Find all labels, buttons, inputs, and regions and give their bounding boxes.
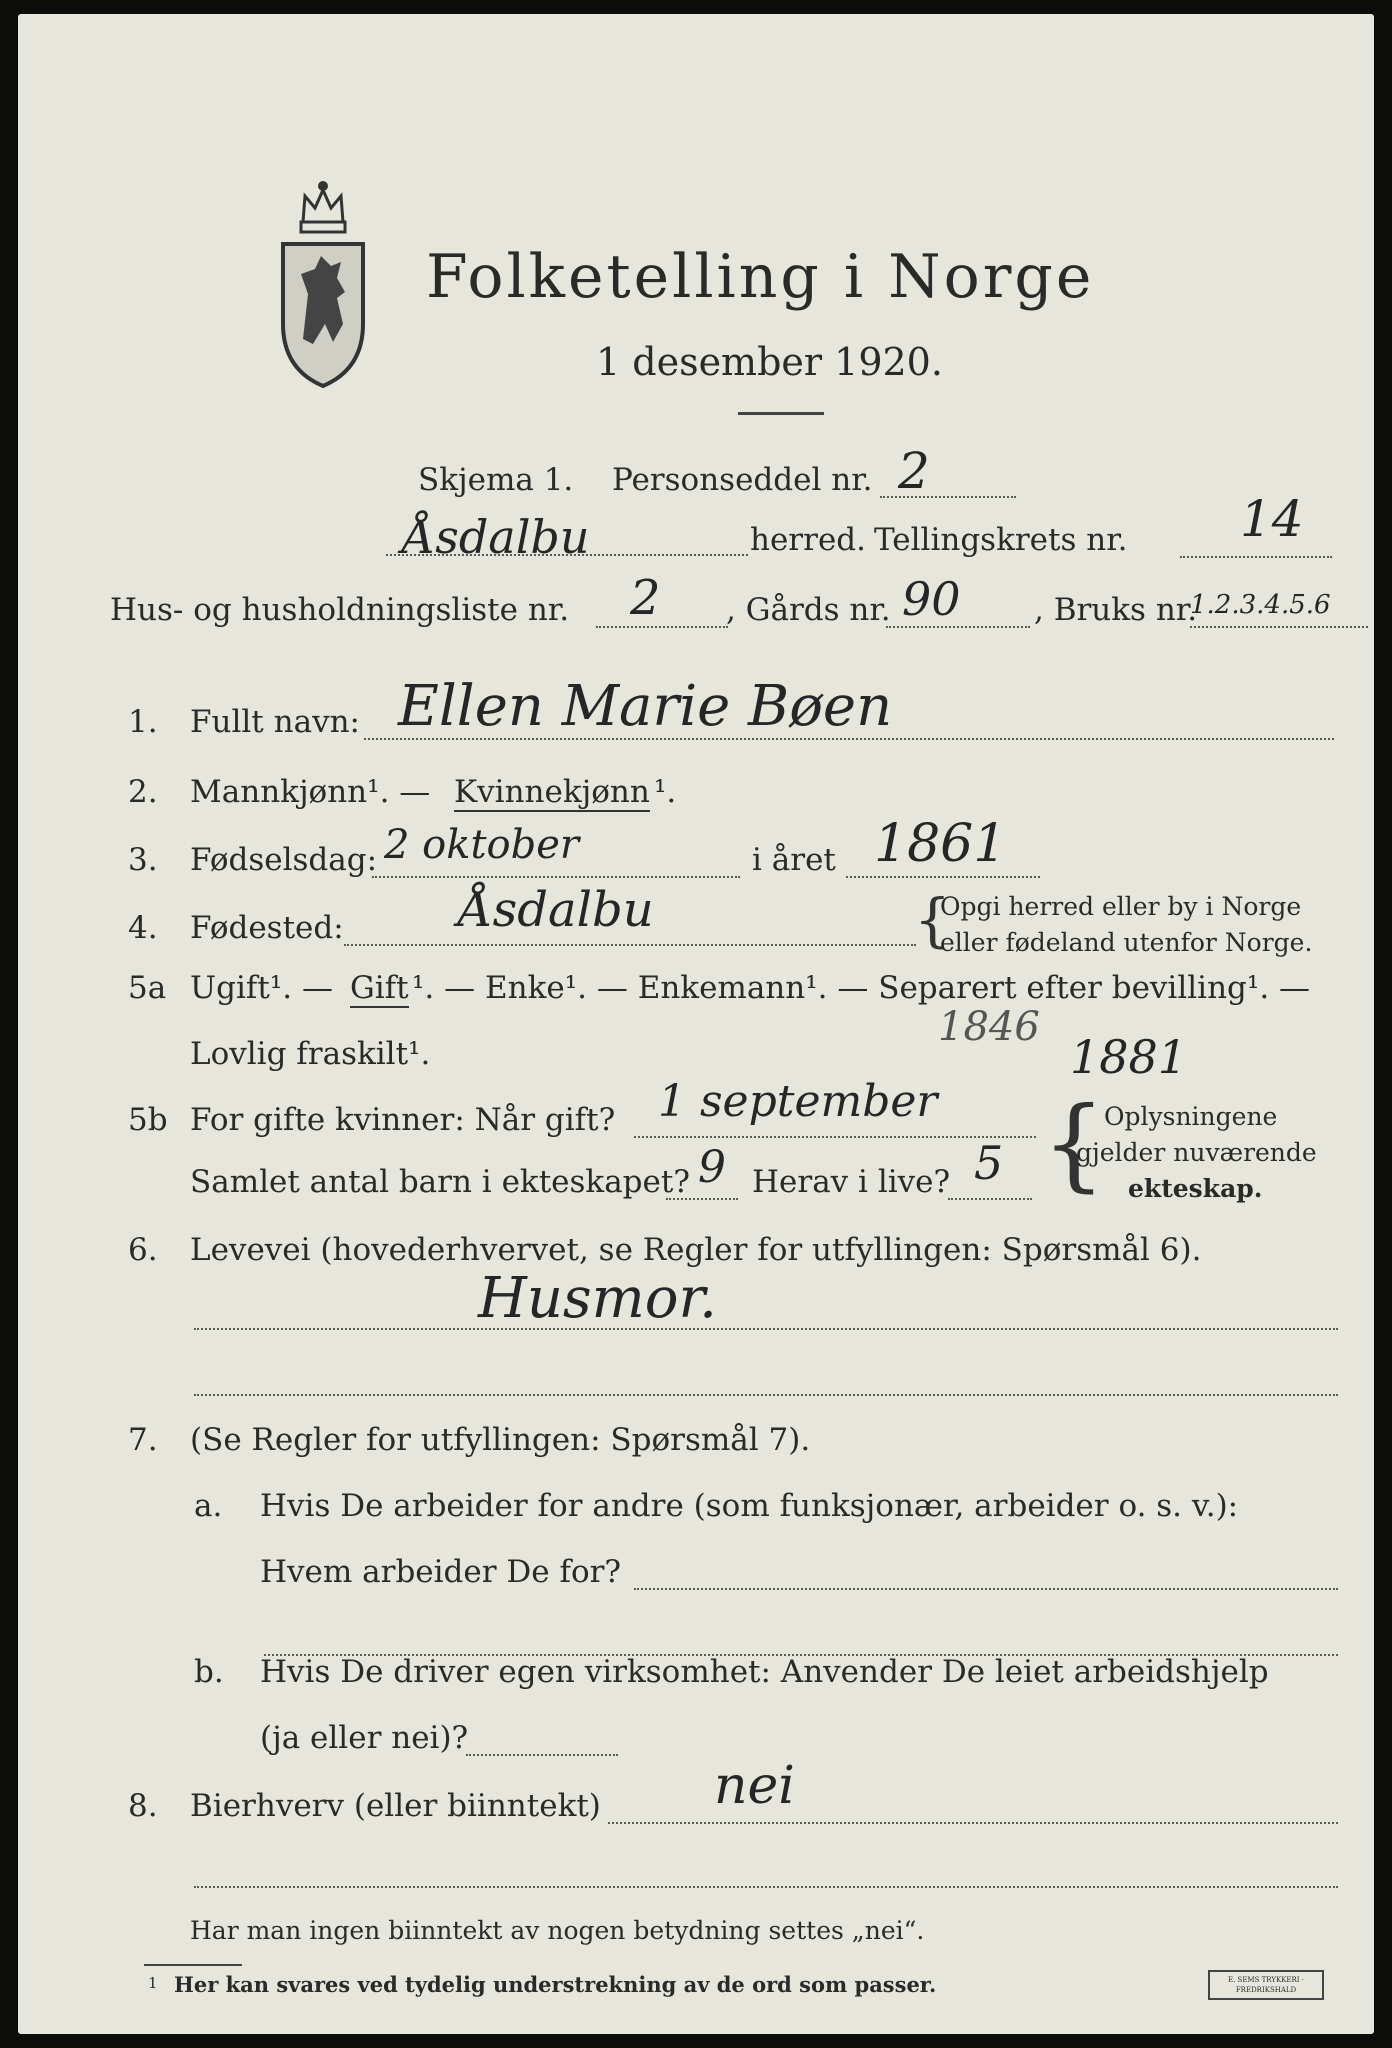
tellingskrets-value: 14 bbox=[1240, 490, 1304, 548]
q5a-extra-year: 1846 bbox=[938, 1004, 1040, 1050]
q5b-note-1: Oplysningene bbox=[1104, 1102, 1278, 1131]
q7-label: (Se Regler for utfyllingen: Spørsmål 7). bbox=[190, 1422, 811, 1458]
q5a-label-rest: ¹. — Enke¹. — Enkemann¹. — Separert efter bevilling¹. — bbox=[412, 970, 1311, 1006]
q6-number: 6. bbox=[128, 1232, 158, 1268]
q4-value: Åsdalbu bbox=[458, 882, 654, 938]
q4-note-1: Opgi herred eller by i Norge bbox=[940, 892, 1302, 921]
q5b-children-value: 9 bbox=[698, 1142, 726, 1193]
q7a-label: Hvis De arbeider for andre (som funksjonær, arbeider o. s. v.): bbox=[260, 1488, 1239, 1524]
q4-label: Fødested: bbox=[190, 910, 344, 946]
q6-line-2 bbox=[194, 1394, 1338, 1396]
q6-value: Husmor. bbox=[478, 1266, 717, 1331]
q7b-label: Hvis De driver egen virksomhet: Anvender De leiet arbeidshjelp bbox=[260, 1654, 1269, 1690]
form-title: Folketelling i Norge bbox=[426, 242, 1095, 312]
footnote-divider bbox=[144, 1964, 242, 1966]
q5b-label: For gifte kvinner: Når gift? bbox=[190, 1102, 616, 1138]
q7a-line-1 bbox=[634, 1588, 1338, 1590]
q2-label-male: Mannkjønn¹. — bbox=[190, 774, 431, 810]
bruks-label: , Bruks nr. bbox=[1034, 592, 1198, 628]
q5b-married-year: 1881 bbox=[1070, 1030, 1188, 1084]
q3-year-value: 1861 bbox=[874, 814, 1007, 874]
gards-line bbox=[886, 626, 1030, 628]
gards-value: 90 bbox=[902, 572, 961, 626]
q3-label: Fødselsdag: bbox=[190, 842, 378, 878]
q2-label-female: Kvinnekjønn bbox=[454, 774, 650, 810]
q8-line bbox=[608, 1822, 1338, 1824]
q4-note-2: eller fødeland utenfor Norge. bbox=[940, 928, 1313, 957]
title-divider bbox=[738, 412, 824, 415]
q5b-married-value: 1 september bbox=[658, 1076, 938, 1127]
footnote-mark: 1 bbox=[148, 1974, 158, 1992]
q6-line-1 bbox=[194, 1328, 1338, 1330]
q7b-label-2: (ja eller nei)? bbox=[260, 1720, 469, 1756]
skjema-label: Skjema 1. bbox=[418, 462, 574, 498]
q7-number: 7. bbox=[128, 1422, 158, 1458]
q4-line bbox=[344, 944, 916, 946]
q7b-line bbox=[466, 1754, 618, 1756]
q7a-letter: a. bbox=[194, 1488, 223, 1524]
herred-label: herred. bbox=[750, 522, 866, 558]
footnote-text: Her kan svares ved tydelig understrekning av de ord som passer. bbox=[174, 1972, 937, 1997]
q4-brace: { bbox=[914, 886, 951, 954]
q5b-alive-label: Herav i live? bbox=[752, 1164, 951, 1200]
q4-number: 4. bbox=[128, 910, 158, 946]
q2-label-suffix: ¹. bbox=[654, 774, 677, 810]
q5a-label-unmarried: Ugift¹. — bbox=[190, 970, 333, 1006]
bruks-line bbox=[1190, 626, 1368, 628]
q3-year-label: i året bbox=[752, 842, 836, 878]
personseddel-label: Personseddel nr. bbox=[612, 462, 873, 498]
q3-day-value: 2 oktober bbox=[384, 822, 580, 868]
tellingskrets-label: Tellingskrets nr. bbox=[874, 522, 1128, 558]
q5a-number: 5a bbox=[128, 970, 167, 1006]
coat-of-arms-icon bbox=[263, 174, 383, 394]
bruks-value: 1.2.3.4.5.6 bbox=[1190, 590, 1331, 620]
q5b-alive-line bbox=[948, 1198, 1032, 1200]
q5a-label-married: Gift bbox=[350, 970, 409, 1006]
husliste-line bbox=[596, 626, 728, 628]
q5b-children-line bbox=[666, 1198, 738, 1200]
q2-number: 2. bbox=[128, 774, 158, 810]
tellingskrets-line bbox=[1180, 556, 1332, 558]
husliste-value: 2 bbox=[630, 570, 661, 626]
q5b-children-label: Samlet antal barn i ekteskapet? bbox=[190, 1164, 690, 1200]
printer-stamp: E. SEMS TRYKKERI · FREDRIKSHALD bbox=[1208, 1970, 1324, 2000]
q7a-label-2: Hvem arbeider De for? bbox=[260, 1554, 622, 1590]
q3-year-line bbox=[846, 876, 1040, 878]
q5a-label-divorced: Lovlig fraskilt¹. bbox=[190, 1036, 431, 1072]
q3-day-line bbox=[372, 876, 740, 878]
personseddel-value: 2 bbox=[898, 442, 930, 500]
q6-label: Levevei (hovederhvervet, se Regler for utfyllingen: Spørsmål 6). bbox=[190, 1232, 1202, 1268]
q1-number: 1. bbox=[128, 704, 158, 740]
q5b-note-3: ekteskap. bbox=[1128, 1174, 1263, 1203]
gards-label: , Gårds nr. bbox=[726, 592, 891, 628]
q8-line-2 bbox=[194, 1886, 1338, 1888]
q5b-alive-value: 5 bbox=[974, 1136, 1004, 1190]
q3-number: 3. bbox=[128, 842, 158, 878]
q1-value: Ellen Marie Bøen bbox=[398, 674, 893, 739]
q5b-note-2: gjelder nuværende bbox=[1076, 1138, 1317, 1167]
q5b-brace: { bbox=[1042, 1085, 1106, 1202]
q1-label: Fullt navn: bbox=[190, 704, 360, 740]
q7b-letter: b. bbox=[194, 1654, 224, 1690]
q8-number: 8. bbox=[128, 1788, 158, 1824]
husliste-label: Hus- og husholdningsliste nr. bbox=[110, 592, 570, 628]
q8-label: Bierhverv (eller biinntekt) bbox=[190, 1788, 601, 1824]
q5b-number: 5b bbox=[128, 1102, 168, 1138]
census-form bbox=[18, 14, 1374, 2034]
census-date: 1 desember 1920. bbox=[596, 340, 943, 384]
herred-value: Åsdalbu bbox=[402, 510, 590, 564]
biinntekt-note: Har man ingen biinntekt av nogen betydning settes „nei“. bbox=[190, 1916, 925, 1945]
q8-value: nei bbox=[714, 1756, 795, 1816]
